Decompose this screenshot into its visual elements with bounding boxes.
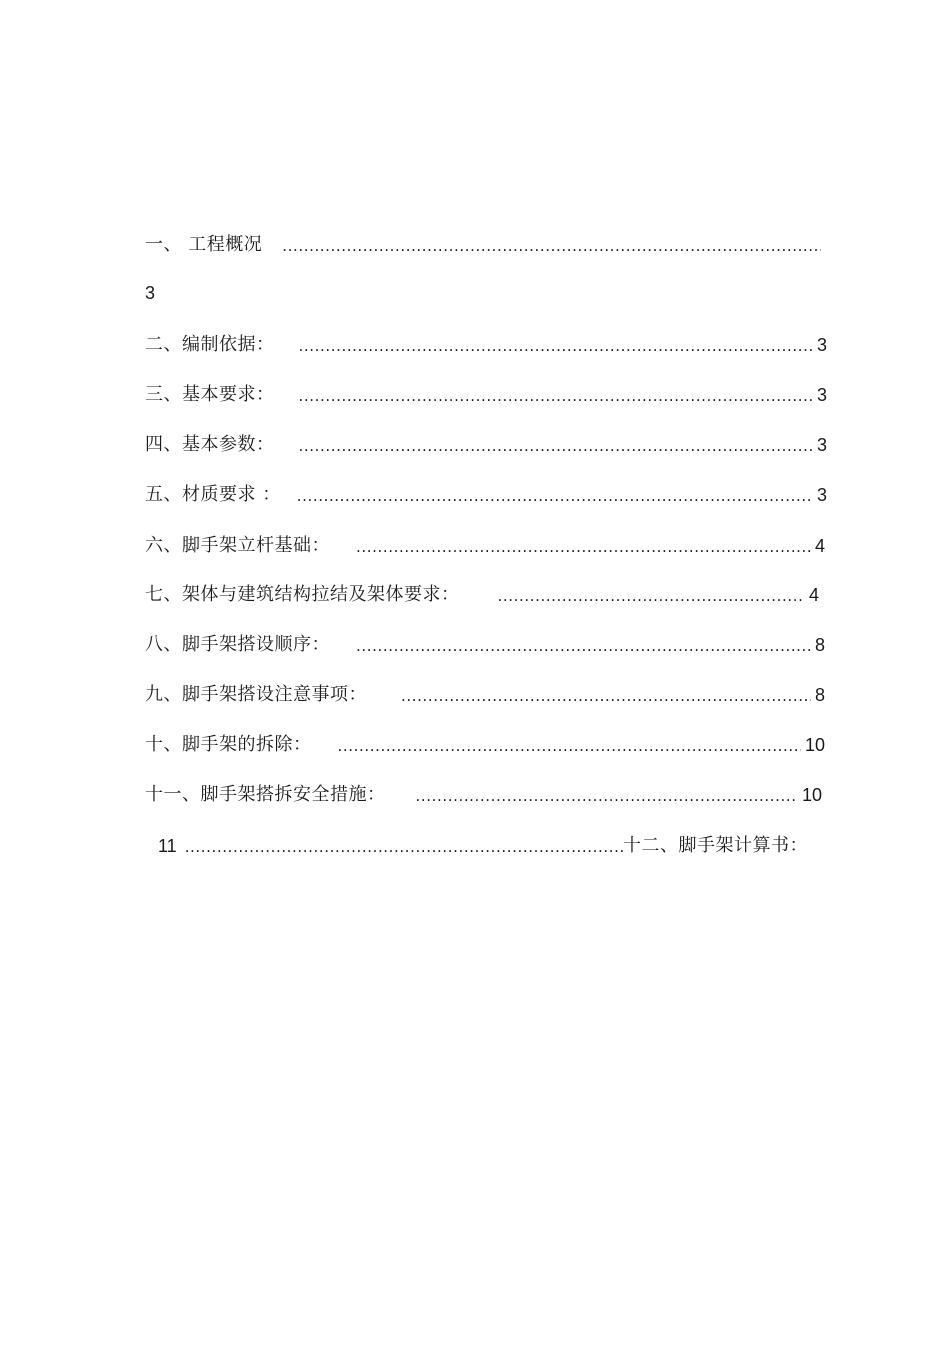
toc-leader-dots [356,637,811,655]
toc-entry [145,531,825,557]
toc-entry-page: 3 [145,283,156,303]
toc-entry [145,230,825,256]
toc-entry [145,730,825,756]
toc-entry-reversed [158,831,808,857]
toc-entry-title: 二、编制依据： [145,334,275,355]
toc-entry [145,330,827,356]
toc-entry-title: 八、脚手架搭设顺序： [145,634,330,655]
toc-entry-page: 8 [814,685,825,705]
toc-leader-dots [299,387,813,405]
toc-leader-dots [282,237,821,255]
toc-entry-title: 四、基本参数： [145,434,275,455]
toc-leader-dots [185,838,623,856]
toc-entry-page: 8 [814,635,825,655]
toc-leader-dots [299,437,813,455]
toc-entry-page: 3 [816,485,827,505]
toc-entry-title: 六、脚手架立杆基础： [145,535,330,556]
toc-entry-title: 一、 工程概况 [145,234,263,255]
toc-leader-dots [401,687,811,705]
toc-entry-title: 七、架体与建筑结构拉结及架体要求： [145,584,460,605]
toc-entry-title: 三、基本要求： [145,384,275,405]
toc-entry-page: 3 [816,335,827,355]
toc-entry-page: 3 [816,435,827,455]
toc-entry-title: 十、脚手架的拆除： [145,734,312,755]
toc-entry-title: 九、脚手架搭设注意事项： [145,684,367,705]
toc-entry [145,380,827,406]
toc-entry-title: 十一、脚手架搭拆安全措施： [145,784,386,805]
toc-entry-page: 11 [158,836,177,856]
toc-entry [145,680,825,706]
toc-leader-dots [297,487,813,505]
toc-entry-page: 10 [801,785,822,805]
toc-entry-page: 4 [808,585,819,605]
toc-entry [145,580,819,606]
toc-entry [145,480,827,506]
toc-leader-dots [356,538,811,556]
toc-leader-dots [338,737,801,755]
toc-leader-dots [498,587,805,605]
toc-leader-dots [299,337,813,355]
toc-entry [145,780,822,806]
toc-entry-title: 五、材质要求 ： [145,484,281,505]
toc-leader-dots [416,787,798,805]
toc-entry-title: 十二、脚手架计算书： [623,835,808,856]
toc-entry [145,430,827,456]
toc-entry-page: 3 [816,385,827,405]
toc-entry-page: 4 [814,536,825,556]
toc-entry-page: 10 [804,735,825,755]
toc-entry [145,630,825,656]
